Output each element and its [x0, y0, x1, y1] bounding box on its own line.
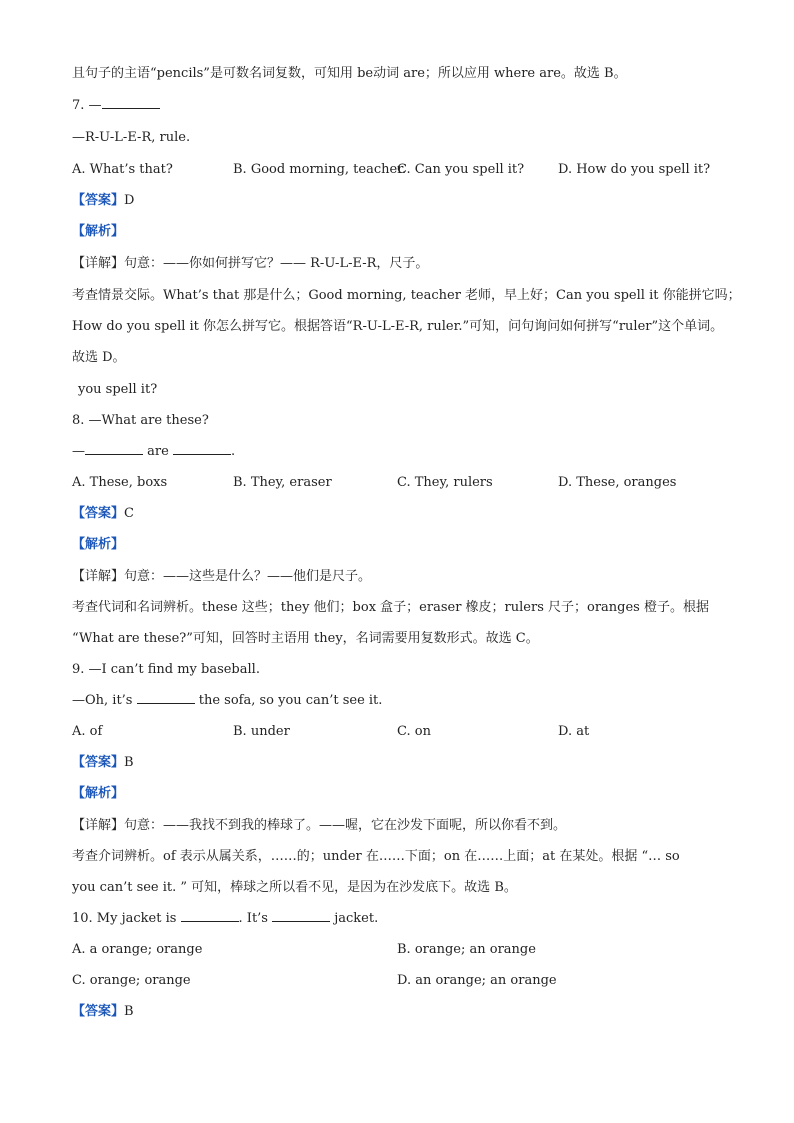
- answer-blank: [85, 444, 143, 455]
- analysis-label: 【解析】: [72, 786, 125, 801]
- option-c: C. on: [397, 724, 431, 739]
- reply-period: .: [230, 444, 236, 459]
- analysis-label: 【解析】: [72, 537, 125, 552]
- option-b: B. They, eraser: [233, 475, 332, 490]
- question-8-reply: [72, 444, 235, 460]
- option-c: C. orange; orange: [72, 973, 191, 988]
- stray-text: you spell it?: [78, 382, 158, 397]
- detail-row: [72, 569, 371, 585]
- detail-text: 句意：——你如何拼写它？—— R-U-L-E-R，尺子。: [124, 256, 429, 271]
- stem-text: 10. My jacket is: [72, 911, 181, 926]
- detail-label: 【详解】: [72, 569, 125, 584]
- option-b: B. Good morning, teacher.: [233, 162, 407, 177]
- explanation-line: 考查情景交际。What’s that 那是什么；Good morning, teacher 老师，早上好；Can you spell it 你能拼它吗；: [72, 288, 741, 303]
- answer-row: [72, 1004, 134, 1020]
- analysis-row: [72, 786, 124, 802]
- answer-blank: [102, 98, 160, 109]
- option-a: A. What’s that?: [72, 162, 173, 177]
- answer-label: 【答案】: [72, 755, 125, 770]
- analysis-label: 【解析】: [72, 224, 125, 239]
- explanation-line: 考查代词和名词辨析。these 这些；they 他们；box 盒子；eraser 橡皮；rulers 尺子；oranges 橙子。根据: [72, 600, 709, 615]
- explanation-line: 考查介词辨析。of 表示从属关系，……的；under 在……下面；on 在……上面；at 在某处。根据 “… so: [72, 849, 680, 864]
- answer-blank: [272, 911, 330, 922]
- detail-row: [72, 818, 566, 834]
- answer-blank: [137, 693, 195, 704]
- stem-text: jacket.: [330, 911, 379, 926]
- answer-blank: [173, 444, 231, 455]
- option-d: D. How do you spell it?: [558, 162, 711, 177]
- answer-value: B: [124, 755, 134, 770]
- reply-text: are: [143, 444, 173, 459]
- option-d: D. an orange; an orange: [397, 973, 557, 988]
- question-9-reply: [72, 693, 382, 709]
- answer-row: [72, 506, 134, 522]
- option-c: C. They, rulers: [397, 475, 493, 490]
- detail-label: 【详解】: [72, 818, 125, 833]
- answer-label: 【答案】: [72, 1004, 125, 1019]
- detail-text: 句意：——这些是什么？——他们是尺子。: [124, 569, 372, 584]
- explanation-line: 故选 D。: [72, 350, 126, 365]
- answer-row: [72, 193, 134, 209]
- explanation-line: 且句子的主语“pencils”是可数名词复数，可知用 be动词 are；所以应用 where are。故选 B。: [72, 66, 627, 81]
- answer-value: D: [124, 193, 135, 208]
- answer-label: 【答案】: [72, 506, 125, 521]
- answer-label: 【答案】: [72, 193, 125, 208]
- answer-value: C: [124, 506, 134, 521]
- question-number: 7. —: [72, 98, 102, 113]
- option-a: A. a orange; orange: [72, 942, 203, 957]
- answer-row: [72, 755, 134, 771]
- reply-text: the sofa, so you can’t see it.: [194, 693, 383, 708]
- option-c: C. Can you spell it?: [397, 162, 525, 177]
- option-d: D. These, oranges: [558, 475, 677, 490]
- detail-row: [72, 256, 428, 272]
- detail-text: 句意：——我找不到我的棒球了。——喔，它在沙发下面呢，所以你看不到。: [124, 818, 567, 833]
- analysis-row: [72, 537, 124, 553]
- explanation-line: “What are these?”可知，回答时主语用 they，名词需要用复数形式。故选 C。: [72, 631, 539, 646]
- question-10-stem: [72, 911, 378, 927]
- option-a: A. of: [72, 724, 103, 739]
- question-7-reply: —R-U-L-E-R, rule.: [72, 130, 191, 145]
- question-9-stem: 9. —I can’t find my baseball.: [72, 662, 260, 677]
- explanation-line: you can’t see it. ” 可知，棒球之所以看不见，是因为在沙发底下。故选 B。: [72, 880, 517, 895]
- analysis-row: [72, 224, 124, 240]
- reply-dash: —: [72, 444, 85, 459]
- question-8-stem: 8. —What are these?: [72, 413, 209, 428]
- option-d: D. at: [558, 724, 590, 739]
- reply-text: —Oh, it’s: [72, 693, 137, 708]
- stem-text: . It’s: [238, 911, 273, 926]
- answer-value: B: [124, 1004, 134, 1019]
- option-a: A. These, boxs: [72, 475, 168, 490]
- detail-label: 【详解】: [72, 256, 125, 271]
- option-b: B. under: [233, 724, 290, 739]
- explanation-line: How do you spell it 你怎么拼写它。根据答语“R-U-L-E-R, ruler.”可知，问句询问如何拼写“ruler”这个单词。: [72, 319, 724, 334]
- answer-blank: [181, 911, 239, 922]
- question-7-stem: [72, 98, 160, 114]
- option-b: B. orange; an orange: [397, 942, 536, 957]
